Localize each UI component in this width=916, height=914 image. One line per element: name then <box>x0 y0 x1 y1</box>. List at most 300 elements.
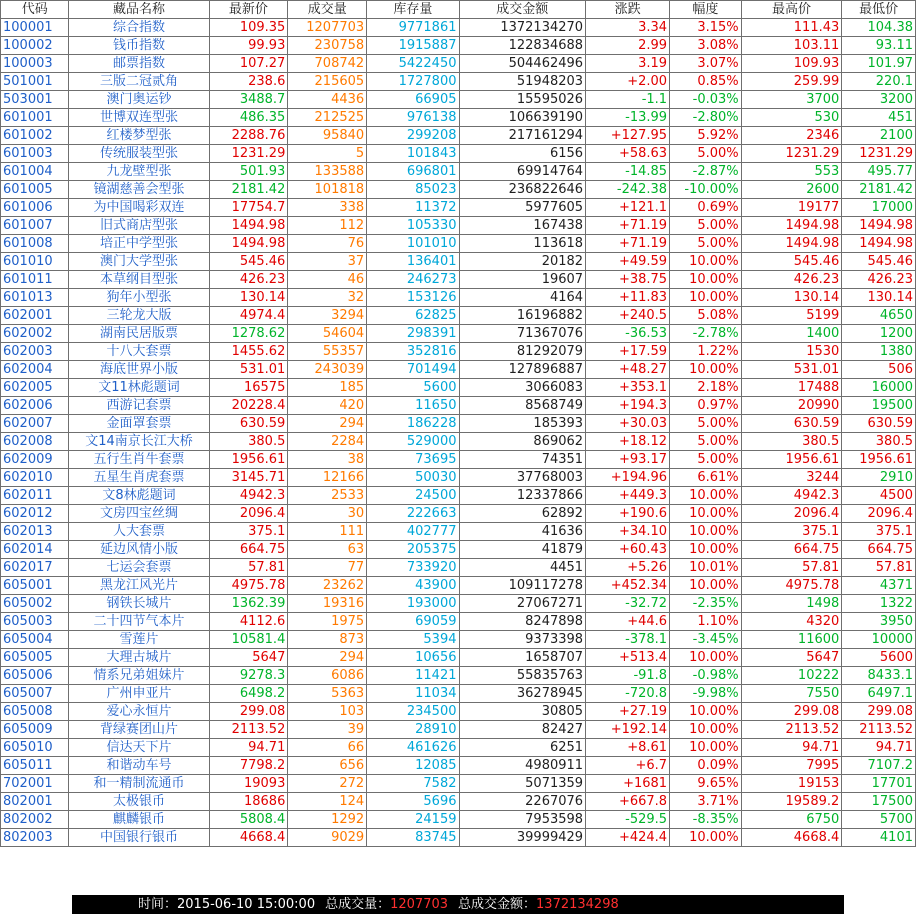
cell-name: 湖南民居版票 <box>69 325 209 343</box>
cell-stock: 73695 <box>367 451 459 469</box>
table-row[interactable] <box>1 793 916 811</box>
cell-range: 5.00% <box>670 433 742 451</box>
cell-change: +60.43 <box>586 541 670 559</box>
cell-range: 6.61% <box>670 469 742 487</box>
table-row[interactable] <box>1 541 916 559</box>
cell-high: 10222 <box>741 667 842 685</box>
cell-low: 1956.61 <box>842 451 916 469</box>
cell-stock: 11421 <box>367 667 459 685</box>
table-row[interactable] <box>1 469 916 487</box>
cell-name: 广州申亚片 <box>69 685 209 703</box>
header-amount[interactable]: 成交金额 <box>459 1 586 19</box>
cell-name: 镜湖慈善会型张 <box>69 181 209 199</box>
cell-stock: 529000 <box>367 433 459 451</box>
cell-low: 375.1 <box>842 523 916 541</box>
table-row[interactable] <box>1 451 916 469</box>
cell-amount: 19607 <box>459 271 586 289</box>
cell-price: 6498.2 <box>209 685 288 703</box>
cell-high: 5647 <box>741 649 842 667</box>
cell-high: 57.81 <box>741 559 842 577</box>
cell-change: +192.14 <box>586 721 670 739</box>
table-row[interactable] <box>1 55 916 73</box>
cell-price: 57.81 <box>209 559 288 577</box>
cell-change: 3.34 <box>586 19 670 37</box>
cell-high: 3700 <box>741 91 842 109</box>
cell-change: +48.27 <box>586 361 670 379</box>
cell-stock: 11650 <box>367 397 459 415</box>
cell-code: 605004 <box>1 631 69 649</box>
cell-range: 5.92% <box>670 127 742 145</box>
cell-volume: 38 <box>288 451 367 469</box>
table-row[interactable] <box>1 91 916 109</box>
cell-stock: 24500 <box>367 487 459 505</box>
cell-volume: 30 <box>288 505 367 523</box>
cell-amount: 36278945 <box>459 685 586 703</box>
cell-amount: 504462496 <box>459 55 586 73</box>
cell-name: 延边风情小版 <box>69 541 209 559</box>
cell-range: -2.78% <box>670 325 742 343</box>
cell-amount: 71367076 <box>459 325 586 343</box>
header-high[interactable]: 最高价 <box>741 1 842 19</box>
cell-change: +424.4 <box>586 829 670 847</box>
cell-low: 8433.1 <box>842 667 916 685</box>
cell-price: 4974.4 <box>209 307 288 325</box>
cell-code: 605010 <box>1 739 69 757</box>
cell-low: 1494.98 <box>842 217 916 235</box>
cell-range: 1.10% <box>670 613 742 631</box>
cell-amount: 236822646 <box>459 181 586 199</box>
cell-amount: 3066083 <box>459 379 586 397</box>
cell-range: 10.00% <box>670 253 742 271</box>
table-row[interactable] <box>1 775 916 793</box>
cell-code: 601007 <box>1 217 69 235</box>
cell-stock: 62825 <box>367 307 459 325</box>
cell-name: 背绿赛团山片 <box>69 721 209 739</box>
table-row[interactable] <box>1 307 916 325</box>
cell-price: 486.35 <box>209 109 288 127</box>
cell-high: 2096.4 <box>741 505 842 523</box>
cell-stock: 298391 <box>367 325 459 343</box>
cell-price: 4112.6 <box>209 613 288 631</box>
cell-volume: 77 <box>288 559 367 577</box>
header-name[interactable]: 藏品名称 <box>69 1 209 19</box>
cell-stock: 69059 <box>367 613 459 631</box>
cell-range: 5.00% <box>670 415 742 433</box>
cell-stock: 186228 <box>367 415 459 433</box>
cell-price: 5647 <box>209 649 288 667</box>
cell-stock: 43900 <box>367 577 459 595</box>
cell-name: 钱币指数 <box>69 37 209 55</box>
cell-change: -720.8 <box>586 685 670 703</box>
table-row[interactable] <box>1 649 916 667</box>
table-row[interactable] <box>1 145 916 163</box>
table-row[interactable] <box>1 199 916 217</box>
cell-low: 4650 <box>842 307 916 325</box>
cell-low: 1380 <box>842 343 916 361</box>
cell-low: 17500 <box>842 793 916 811</box>
cell-code: 601001 <box>1 109 69 127</box>
table-row[interactable] <box>1 163 916 181</box>
table-row[interactable] <box>1 109 916 127</box>
cell-high: 2113.52 <box>741 721 842 739</box>
cell-volume: 294 <box>288 649 367 667</box>
cell-price: 630.59 <box>209 415 288 433</box>
cell-change: +449.3 <box>586 487 670 505</box>
cell-name: 爱心永恒片 <box>69 703 209 721</box>
cell-volume: 95840 <box>288 127 367 145</box>
cell-range: 10.00% <box>670 271 742 289</box>
cell-range: 10.00% <box>670 505 742 523</box>
cell-price: 2113.52 <box>209 721 288 739</box>
cell-stock: 1727800 <box>367 73 459 91</box>
cell-high: 94.71 <box>741 739 842 757</box>
cell-low: 10000 <box>842 631 916 649</box>
cell-change: +5.26 <box>586 559 670 577</box>
cell-code: 602014 <box>1 541 69 559</box>
table-row[interactable] <box>1 397 916 415</box>
cell-change: -13.99 <box>586 109 670 127</box>
quotes-body <box>1 19 916 847</box>
table-row[interactable] <box>1 685 916 703</box>
cell-volume: 5 <box>288 145 367 163</box>
cell-code: 605007 <box>1 685 69 703</box>
header-change[interactable]: 涨跌 <box>586 1 670 19</box>
cell-code: 602002 <box>1 325 69 343</box>
table-row[interactable] <box>1 343 916 361</box>
cell-volume: 111 <box>288 523 367 541</box>
cell-volume: 23262 <box>288 577 367 595</box>
status-amount-value: 1372134298 <box>536 897 619 912</box>
cell-amount: 1658707 <box>459 649 586 667</box>
cell-price: 1956.61 <box>209 451 288 469</box>
cell-high: 4320 <box>741 613 842 631</box>
cell-range: 10.00% <box>670 721 742 739</box>
cell-high: 531.01 <box>741 361 842 379</box>
cell-stock: 234500 <box>367 703 459 721</box>
table-row[interactable] <box>1 757 916 775</box>
table-row[interactable] <box>1 37 916 55</box>
cell-price: 531.01 <box>209 361 288 379</box>
cell-low: 57.81 <box>842 559 916 577</box>
cell-low: 451 <box>842 109 916 127</box>
cell-volume: 212525 <box>288 109 367 127</box>
cell-code: 602005 <box>1 379 69 397</box>
cell-volume: 294 <box>288 415 367 433</box>
cell-amount: 12337866 <box>459 487 586 505</box>
cell-stock: 193000 <box>367 595 459 613</box>
cell-code: 602006 <box>1 397 69 415</box>
cell-amount: 4980911 <box>459 757 586 775</box>
cell-code: 702001 <box>1 775 69 793</box>
cell-price: 5808.4 <box>209 811 288 829</box>
cell-high: 111.43 <box>741 19 842 37</box>
cell-code: 605008 <box>1 703 69 721</box>
table-row[interactable] <box>1 811 916 829</box>
cell-high: 1530 <box>741 343 842 361</box>
cell-volume: 63 <box>288 541 367 559</box>
cell-stock: 696801 <box>367 163 459 181</box>
cell-change: -36.53 <box>586 325 670 343</box>
cell-range: -2.35% <box>670 595 742 613</box>
cell-volume: 133588 <box>288 163 367 181</box>
cell-name: 为中国喝彩双连 <box>69 199 209 217</box>
table-row[interactable] <box>1 505 916 523</box>
cell-high: 4942.3 <box>741 487 842 505</box>
cell-high: 1494.98 <box>741 235 842 253</box>
table-row[interactable] <box>1 73 916 91</box>
cell-high: 20990 <box>741 397 842 415</box>
cell-change: +194.96 <box>586 469 670 487</box>
cell-range: 10.00% <box>670 649 742 667</box>
cell-volume: 76 <box>288 235 367 253</box>
table-row[interactable] <box>1 415 916 433</box>
table-row[interactable] <box>1 739 916 757</box>
cell-price: 3488.7 <box>209 91 288 109</box>
cell-name: 七运会套票 <box>69 559 209 577</box>
cell-code: 601011 <box>1 271 69 289</box>
cell-range: 5.00% <box>670 451 742 469</box>
cell-amount: 69914764 <box>459 163 586 181</box>
cell-name: 信达天下片 <box>69 739 209 757</box>
cell-name: 钢铁长城片 <box>69 595 209 613</box>
cell-price: 107.27 <box>209 55 288 73</box>
cell-code: 601005 <box>1 181 69 199</box>
cell-name: 五星生肖虎套票 <box>69 469 209 487</box>
cell-name: 情系兄弟姐妹片 <box>69 667 209 685</box>
cell-name: 世博双连型张 <box>69 109 209 127</box>
table-row[interactable] <box>1 289 916 307</box>
header-low[interactable]: 最低价 <box>842 1 916 19</box>
cell-stock: 24159 <box>367 811 459 829</box>
cell-name: 文8林彪题词 <box>69 487 209 505</box>
cell-volume: 54604 <box>288 325 367 343</box>
table-row[interactable] <box>1 271 916 289</box>
cell-range: 10.00% <box>670 361 742 379</box>
cell-volume: 338 <box>288 199 367 217</box>
table-row[interactable] <box>1 577 916 595</box>
cell-range: 10.00% <box>670 739 742 757</box>
cell-amount: 127896887 <box>459 361 586 379</box>
cell-volume: 3294 <box>288 307 367 325</box>
table-row[interactable] <box>1 667 916 685</box>
cell-high: 7550 <box>741 685 842 703</box>
cell-code: 601002 <box>1 127 69 145</box>
cell-high: 530 <box>741 109 842 127</box>
cell-high: 2346 <box>741 127 842 145</box>
header-range[interactable]: 幅度 <box>670 1 742 19</box>
cell-range: -2.87% <box>670 163 742 181</box>
cell-name: 黑龙江风光片 <box>69 577 209 595</box>
cell-amount: 20182 <box>459 253 586 271</box>
table-row[interactable] <box>1 829 916 847</box>
header-volume[interactable]: 成交量 <box>288 1 367 19</box>
cell-code: 601003 <box>1 145 69 163</box>
cell-stock: 11372 <box>367 199 459 217</box>
cell-code: 605009 <box>1 721 69 739</box>
cell-name: 澳门大学型张 <box>69 253 209 271</box>
cell-stock: 461626 <box>367 739 459 757</box>
cell-stock: 5600 <box>367 379 459 397</box>
cell-code: 605003 <box>1 613 69 631</box>
table-row[interactable] <box>1 721 916 739</box>
cell-code: 100001 <box>1 19 69 37</box>
table-row[interactable] <box>1 19 916 37</box>
cell-high: 19177 <box>741 199 842 217</box>
cell-name: 金面罩套票 <box>69 415 209 433</box>
cell-high: 1498 <box>741 595 842 613</box>
cell-name: 培正中学型张 <box>69 235 209 253</box>
table-row[interactable] <box>1 487 916 505</box>
cell-amount: 39999429 <box>459 829 586 847</box>
cell-volume: 1207703 <box>288 19 367 37</box>
cell-high: 17488 <box>741 379 842 397</box>
cell-range: -3.45% <box>670 631 742 649</box>
cell-code: 602007 <box>1 415 69 433</box>
cell-name: 海底世界小版 <box>69 361 209 379</box>
cell-high: 553 <box>741 163 842 181</box>
cell-change: -378.1 <box>586 631 670 649</box>
cell-amount: 5071359 <box>459 775 586 793</box>
cell-high: 1494.98 <box>741 217 842 235</box>
cell-range: -0.03% <box>670 91 742 109</box>
table-row[interactable] <box>1 523 916 541</box>
cell-high: 1400 <box>741 325 842 343</box>
table-row[interactable] <box>1 379 916 397</box>
cell-volume: 1975 <box>288 613 367 631</box>
table-row[interactable] <box>1 361 916 379</box>
cell-stock: 246273 <box>367 271 459 289</box>
cell-stock: 7582 <box>367 775 459 793</box>
cell-stock: 85023 <box>367 181 459 199</box>
cell-volume: 1292 <box>288 811 367 829</box>
cell-code: 601006 <box>1 199 69 217</box>
cell-amount: 41879 <box>459 541 586 559</box>
cell-name: 雪莲片 <box>69 631 209 649</box>
cell-code: 802002 <box>1 811 69 829</box>
cell-amount: 6156 <box>459 145 586 163</box>
cell-name: 旧式商店型张 <box>69 217 209 235</box>
cell-name: 和谐动车号 <box>69 757 209 775</box>
cell-range: -2.80% <box>670 109 742 127</box>
cell-price: 426.23 <box>209 271 288 289</box>
cell-name: 西游记套票 <box>69 397 209 415</box>
cell-change: +121.1 <box>586 199 670 217</box>
cell-change: +513.4 <box>586 649 670 667</box>
cell-change: 3.19 <box>586 55 670 73</box>
cell-amount: 30805 <box>459 703 586 721</box>
status-volume-label: 总成交量： <box>325 897 391 912</box>
cell-high: 299.08 <box>741 703 842 721</box>
cell-amount: 167438 <box>459 217 586 235</box>
cell-amount: 185393 <box>459 415 586 433</box>
cell-change: +452.34 <box>586 577 670 595</box>
cell-range: 10.01% <box>670 559 742 577</box>
table-row[interactable] <box>1 631 916 649</box>
cell-high: 19589.2 <box>741 793 842 811</box>
cell-range: 5.00% <box>670 145 742 163</box>
cell-stock: 50030 <box>367 469 459 487</box>
cell-stock: 976138 <box>367 109 459 127</box>
cell-stock: 83745 <box>367 829 459 847</box>
cell-amount: 4451 <box>459 559 586 577</box>
cell-stock: 1915887 <box>367 37 459 55</box>
table-row[interactable] <box>1 703 916 721</box>
cell-low: 545.46 <box>842 253 916 271</box>
header-price[interactable]: 最新价 <box>209 1 288 19</box>
cell-low: 5600 <box>842 649 916 667</box>
cell-range: 10.00% <box>670 523 742 541</box>
table-row[interactable] <box>1 325 916 343</box>
cell-low: 2181.42 <box>842 181 916 199</box>
cell-change: +6.7 <box>586 757 670 775</box>
header-code[interactable]: 代码 <box>1 1 69 19</box>
cell-high: 130.14 <box>741 289 842 307</box>
cell-high: 545.46 <box>741 253 842 271</box>
cell-volume: 9029 <box>288 829 367 847</box>
cell-volume: 103 <box>288 703 367 721</box>
cell-volume: 19316 <box>288 595 367 613</box>
cell-code: 501001 <box>1 73 69 91</box>
table-row[interactable] <box>1 559 916 577</box>
cell-high: 380.5 <box>741 433 842 451</box>
cell-name: 文11林彪题词 <box>69 379 209 397</box>
cell-volume: 112 <box>288 217 367 235</box>
table-row[interactable] <box>1 181 916 199</box>
table-row[interactable] <box>1 613 916 631</box>
cell-volume: 2533 <box>288 487 367 505</box>
cell-volume: 66 <box>288 739 367 757</box>
cell-range: 9.65% <box>670 775 742 793</box>
cell-name: 三轮龙大版 <box>69 307 209 325</box>
cell-change: +44.6 <box>586 613 670 631</box>
cell-range: 2.18% <box>670 379 742 397</box>
cell-price: 18686 <box>209 793 288 811</box>
cell-change: +34.10 <box>586 523 670 541</box>
cell-volume: 12166 <box>288 469 367 487</box>
table-row[interactable] <box>1 253 916 271</box>
table-row[interactable] <box>1 433 916 451</box>
cell-stock: 222663 <box>367 505 459 523</box>
cell-stock: 28910 <box>367 721 459 739</box>
cell-range: 0.09% <box>670 757 742 775</box>
cell-code: 601013 <box>1 289 69 307</box>
cell-amount: 113618 <box>459 235 586 253</box>
cell-range: 10.00% <box>670 289 742 307</box>
cell-stock: 153126 <box>367 289 459 307</box>
cell-high: 2600 <box>741 181 842 199</box>
cell-change: +30.03 <box>586 415 670 433</box>
table-row[interactable] <box>1 217 916 235</box>
cell-volume: 230758 <box>288 37 367 55</box>
cell-amount: 5977605 <box>459 199 586 217</box>
table-row[interactable] <box>1 235 916 253</box>
table-row[interactable] <box>1 127 916 145</box>
cell-price: 17754.7 <box>209 199 288 217</box>
header-stock[interactable]: 库存量 <box>367 1 459 19</box>
cell-volume: 5363 <box>288 685 367 703</box>
cell-name: 狗年小型张 <box>69 289 209 307</box>
cell-volume: 185 <box>288 379 367 397</box>
cell-price: 4975.78 <box>209 577 288 595</box>
cell-high: 7995 <box>741 757 842 775</box>
cell-amount: 81292079 <box>459 343 586 361</box>
cell-volume: 708742 <box>288 55 367 73</box>
cell-name: 文房四宝丝绸 <box>69 505 209 523</box>
cell-range: 3.15% <box>670 19 742 37</box>
cell-low: 17701 <box>842 775 916 793</box>
cell-low: 664.75 <box>842 541 916 559</box>
table-row[interactable] <box>1 595 916 613</box>
